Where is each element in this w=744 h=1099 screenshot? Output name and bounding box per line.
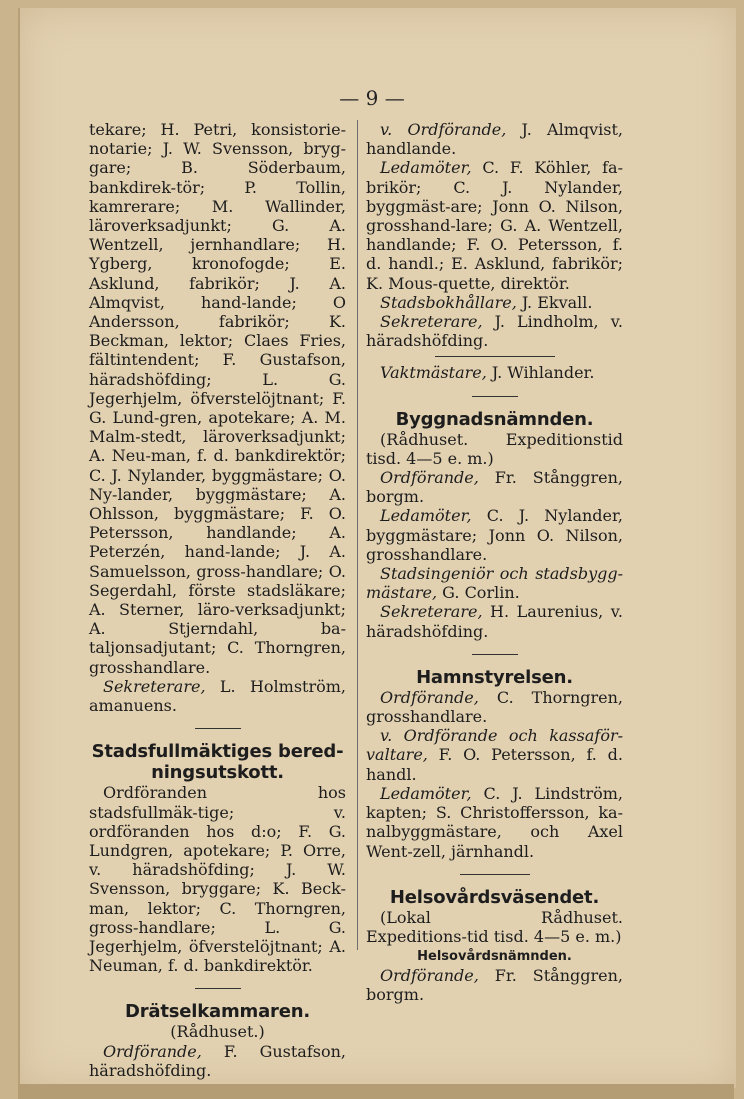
role-holder: H. Laurenius, v. häradshöfding.: [366, 602, 623, 641]
role-holder: Fr. Stånggren, borgm.: [366, 966, 623, 1005]
vice-chair-entry: [366, 120, 623, 158]
members-entry: [366, 506, 623, 564]
role-holder: J. Almqvist, handlande.: [366, 120, 623, 159]
section-subtitle: (Rådhuset.): [170, 1022, 265, 1042]
section-heading-helsovardsvasendet: Helsovårdsväsendet.: [389, 886, 600, 908]
accountant-entry: [366, 293, 623, 312]
section-heading-hamnstyrelsen: Hamnstyrelsen.: [416, 666, 573, 688]
role-holder: C. J. Nylander, byggmästare; Jonn O. Nilson, grosshandlare.: [366, 506, 623, 564]
section-rule: [460, 874, 530, 875]
role-label: Vaktmästare,: [380, 363, 487, 383]
secretary-entry: [366, 602, 623, 640]
secretary-entry: [89, 677, 346, 715]
members-entry: [366, 784, 623, 861]
role-label: Ordförande,: [380, 687, 479, 707]
role-label: v. Ordförande och kassaför-valtare,: [366, 726, 623, 765]
section-heading-stadsfullmaktiges: Stadsfullmäktiges bered-ningsutskott.: [91, 741, 344, 784]
chair-entry: [366, 688, 623, 726]
section-rule: [472, 654, 518, 655]
role-label: Ordförande,: [103, 1041, 202, 1061]
section-subtitle: (Rådhuset. Expeditionstid tisd. 4—5 e. m.): [366, 429, 623, 468]
role-label: Stadsbokhållare,: [380, 292, 517, 312]
role-label: Sekreterare,: [380, 602, 483, 622]
role-label: Sekreterare,: [380, 312, 483, 332]
role-label: v. Ordförande,: [380, 120, 507, 139]
secretary-entry: [366, 312, 623, 350]
role-holder: J. Ekvall.: [516, 292, 593, 312]
role-holder: C. J. Lindström, kapten; S. Christoffersson, ka-nalbyggmästare, och Axel Went-zell, järnhandl.: [366, 783, 623, 861]
right-column: [366, 120, 623, 1005]
column-divider: [357, 120, 358, 950]
chair-entry: [366, 468, 623, 506]
role-holder: F. O. Petersson, f. d. handl.: [366, 745, 623, 784]
section-rule: [435, 356, 555, 357]
section-rule: [195, 988, 241, 989]
role-label: Ordförande,: [380, 966, 479, 986]
role-holder: J. Lindholm, v. häradshöfding.: [366, 312, 623, 351]
left-column: [89, 120, 346, 1080]
members-entry: [366, 158, 623, 292]
role-holder: J. Wihlander.: [486, 363, 595, 383]
role-label: Ledamöter,: [380, 783, 472, 803]
role-holder: L. Holmström, amanuens.: [89, 676, 346, 716]
member-list: tekare; H. Petri, konsistorie-notarie; J. W. Svensson, bryg-gare; B. Söderbaum, bankdirek-tör; P. Tollin, kamrerare; M. Wallinder, läroverksadjunkt; G. A. Wentzell, jernhandlare; H. Ygberg, kronofogde; E. Asklund, fabrikör; J. A. Almqvist, hand-lande; O Andersson, fabrikör; K. Beckman, lektor; Claes Fries, fältintendent; F. Gustafson, häradshöfding; L. G. Jegerhjelm, öfverstelöjtnant; F. G. Lund-gren, apotekare; A. M. Malm-stedt, läroverksadjunkt; A. Neu-man, f. d. bankdirektör; C. J. Nylander, byggmästare; O. Ny-lander, byggmästare; A. Ohlsson, byggmästare; F. O. Petersson, handlande; A. Peterzén, hand-lande; J. A. Samuelsson, gross-handlare; O. Segerdahl, förste stadsläkare; A. Sterner, läro-verksadjunkt; A. Stjerndahl, ba-taljonsadjutant; C. Thorngren, grosshandlare.: [89, 120, 346, 677]
caretaker-entry: [366, 363, 623, 382]
role-holder: F. Gustafson, häradshöfding.: [89, 1041, 346, 1080]
section-subtitle: (Lokal Rådhuset. Expeditions-tid tisd. 4—5 e. m.): [366, 907, 623, 946]
section-heading-dratselkammaren: Drätselkammaren.: [125, 1001, 310, 1023]
chair-entry: [89, 1042, 346, 1080]
section-heading-byggnadsnamnden: Byggnadsnämnden.: [395, 408, 594, 430]
engineer-entry: [366, 564, 623, 602]
section-text: Ordföranden hos stadsfullmäk-tige; v. ordföranden hos d:o; F. G. Lundgren, apotekare; P. Orre, v. häradshöfding; J. W. Svensson, bryggare; K. Beck-man, lektor; C. Thorngren, gross-handlare; L. G. Jegerhjelm, öfverstelöjtnant; A. Neuman, f. d. bankdirektör.: [89, 783, 346, 976]
role-holder: Fr. Stånggren, borgm.: [366, 468, 623, 507]
chair-entry: [366, 966, 623, 1004]
page-bottom-edge: [18, 1084, 734, 1099]
subsection-heading-helsovardsnamnden: Helsovårdsnämnden.: [417, 949, 572, 965]
section-rule: [472, 396, 518, 397]
role-label: Ordförande,: [380, 468, 479, 488]
role-holder: G. Corlin.: [437, 583, 520, 603]
vice-chair-entry: [366, 726, 623, 784]
role-holder: C. Thorngren, grosshandlare.: [366, 687, 623, 727]
section-rule: [195, 728, 241, 729]
role-holder: C. F. Köhler, fa-brikör; C. J. Nylander, byggmäst-are; Jonn O. Nilson, grosshand-lare; G. A. Wentzell, handlande; F. O. Petersson, f. d. handl.; E. Asklund, fabrikör; K. Mous-quette, direktör.: [366, 158, 623, 293]
role-label: Stadsingeniör och stadsbygg-mästare,: [366, 564, 623, 603]
role-label: Ledamöter,: [380, 506, 472, 526]
page-number: — 9 —: [339, 86, 405, 110]
role-label: Ledamöter,: [380, 158, 472, 178]
role-label: Sekreterare,: [103, 676, 206, 696]
